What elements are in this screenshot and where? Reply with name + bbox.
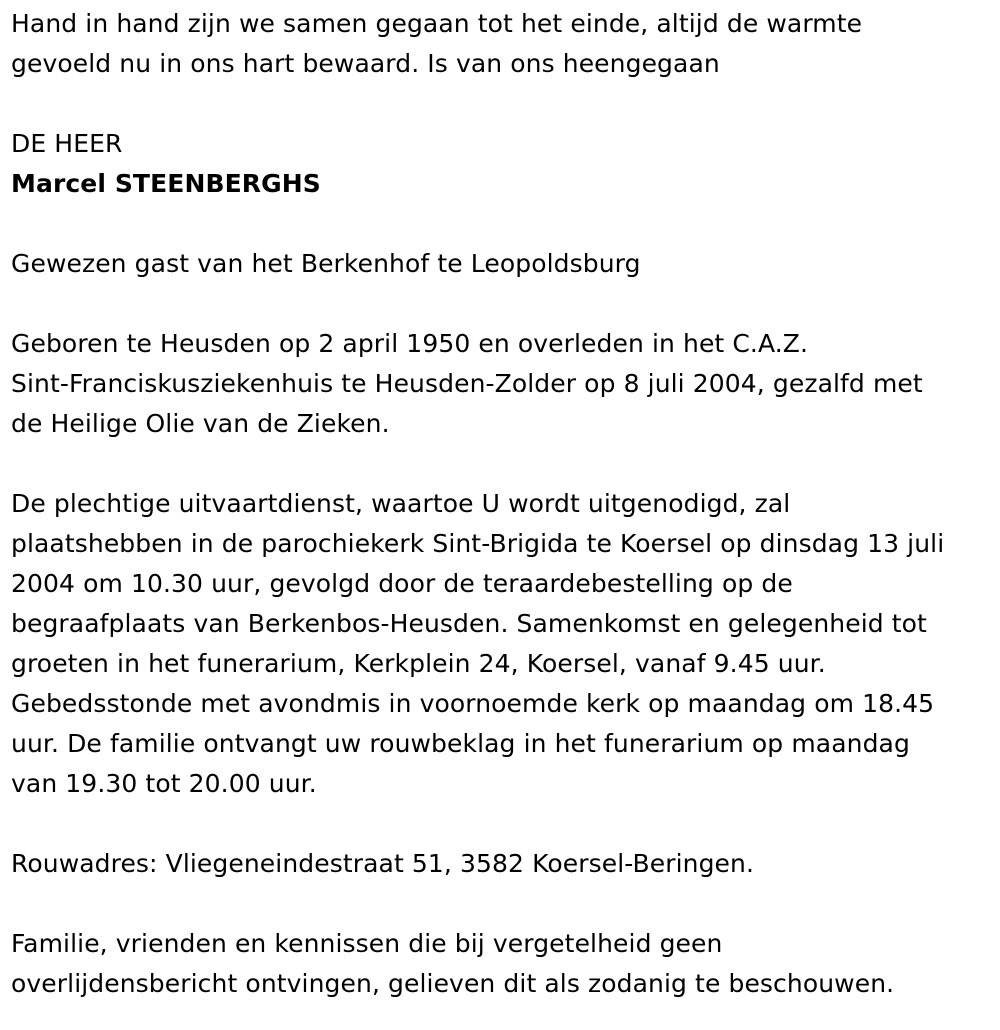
birth-death-line: Sint-Franciskusziekenhuis te Heusden-Zolder op 8 juli 2004, gezalfd met: [11, 369, 923, 398]
closing-line: Familie, vrienden en kennissen die bij vergetelheid geen: [11, 929, 723, 958]
spacer: [11, 84, 1000, 124]
intro-paragraph: [11, 4, 1000, 84]
birth-death-line: de Heilige Olie van de Zieken.: [11, 409, 390, 438]
deceased-title: DE HEER: [11, 129, 123, 158]
service-line: plaatshebben in de parochiekerk Sint-Brigida te Koersel op dinsdag 13 juli: [11, 529, 945, 558]
deceased-name: Marcel STEENBERGHS: [11, 169, 321, 198]
service-paragraph: [11, 484, 1000, 804]
spacer: [11, 284, 1000, 324]
guest-line: Gewezen gast van het Berkenhof te Leopoldsburg: [11, 249, 641, 278]
mourning-address: Rouwadres: Vliegeneindestraat 51, 3582 Koersel-Beringen.: [11, 849, 755, 878]
intro-line: gevoeld nu in ons hart bewaard. Is van ons heengegaan: [11, 49, 720, 78]
service-line: De plechtige uitvaartdienst, waartoe U wordt uitgenodigd, zal: [11, 489, 791, 518]
spacer: [11, 444, 1000, 484]
service-line: van 19.30 tot 20.00 uur.: [11, 769, 317, 798]
closing-line: overlijdensbericht ontvingen, gelieven dit als zodanig te beschouwen.: [11, 969, 895, 998]
birth-death-line: Geboren te Heusden op 2 april 1950 en overleden in het C.A.Z.: [11, 329, 809, 358]
service-line: begraafplaats van Berkenbos-Heusden. Samenkomst en gelegenheid tot: [11, 609, 927, 638]
birth-death-paragraph: [11, 324, 1000, 444]
service-line: groeten in het funerarium, Kerkplein 24, Koersel, vanaf 9.45 uur.: [11, 649, 826, 678]
spacer: [11, 204, 1000, 244]
service-line: Gebedsstonde met avondmis in voornoemde kerk op maandag om 18.45: [11, 689, 935, 718]
spacer: [11, 884, 1000, 924]
intro-line: Hand in hand zijn we samen gegaan tot het einde, altijd de warmte: [11, 9, 863, 38]
closing-paragraph: [11, 924, 1000, 1004]
service-line: uur. De familie ontvangt uw rouwbeklag in het funerarium op maandag: [11, 729, 910, 758]
spacer: [11, 804, 1000, 844]
service-line: 2004 om 10.30 uur, gevolgd door de teraardebestelling op de: [11, 569, 793, 598]
